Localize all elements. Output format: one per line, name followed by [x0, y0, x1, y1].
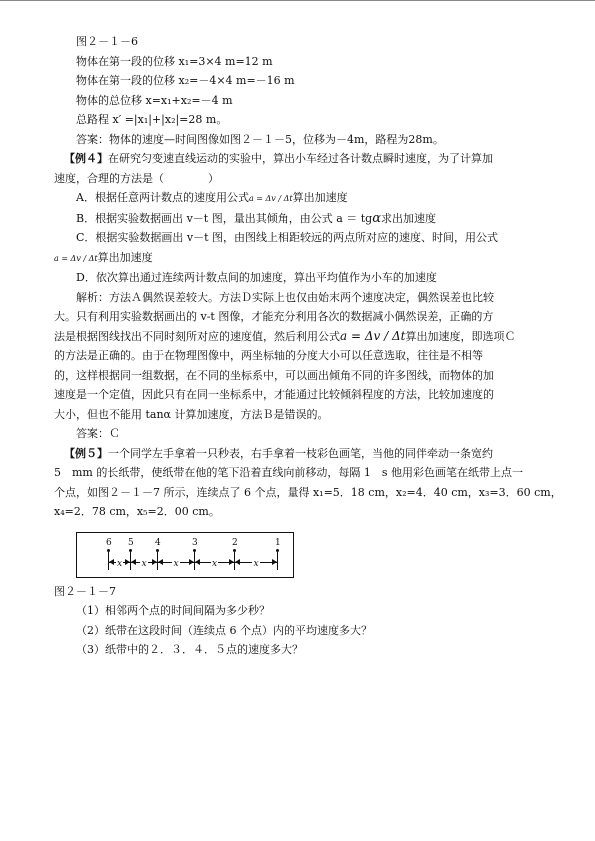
document-page [54, 32, 562, 660]
example-5-line-2: 5 mm 的长纸带，使纸带在他的笔下沿着直线向前移动，每隔 1 s 他用彩色画笔在纸带上点一 [54, 466, 523, 479]
example-5-line-3: 个点，如图２－１－7 所示，连续点了 6 个点，量得 x₁=5．18 cm，x₂=4．40 cm，x₃=3．60 cm， [54, 485, 562, 499]
example-4-tag: 【例４】 [64, 152, 108, 165]
question-1: （1）相邻两个点的时间间隔为多少秒？ [76, 604, 270, 617]
example-4-stem-line-2: 速度，合理的方法是（ ） [54, 171, 219, 185]
figure-caption-2-1-7: 图２－１－7 [54, 584, 116, 598]
alpha-symbol: α [372, 210, 382, 226]
point-label-3: 3 [192, 537, 198, 548]
point-label-6: 6 [106, 537, 112, 548]
point-label-4: 4 [155, 537, 161, 548]
point-label-2: 2 [232, 537, 238, 548]
option-c-line-2: a = Δv / Δt算出加速度 [54, 250, 153, 264]
segment-x4: x [131, 557, 157, 567]
calc-line-4: 总路程 x′ =|x₁|+|x₂|=28 m。 [76, 113, 228, 126]
analysis-line-5: 的，这样根据同一组数据，在不同的坐标系中，可以画出倾角不同的许多图线，而物体的加 [54, 368, 494, 382]
point-label-1: 1 [275, 537, 281, 548]
example-5-line-4: x₄=2．78 cm，x₅=2．00 cm。 [54, 505, 220, 518]
formula-acceleration: a = Δv / Δt [340, 328, 406, 343]
option-c-line-1: C．根据实验数据画出 v－t 图，由图线上相距较远的两点所对应的速度、时间，用公式 [76, 231, 499, 244]
analysis-line-6: 速度是一个定值，因此只有在同一坐标系中，才能通过比较倾斜程度的方法，比较加速度的 [54, 388, 494, 401]
question-2: （2）纸带在这段时间（连续点 6 个点）内的平均速度多大？ [76, 623, 372, 637]
analysis-line-1: 解析：方法Ａ偶然误差较大。方法Ｄ实际上也仅由始末两个速度决定，偶然误差也比较 [76, 290, 494, 304]
analysis-line-2: 大。只有利用实验数据画出的 v-t 图像，才能充分利用各次的数据减小偶然误差，正确的方 [54, 310, 494, 323]
segment-x1: x [235, 557, 277, 567]
example-4-stem-line-1: 【例４】在研究匀变速直线运动的实验中，算出小车经过各计数点瞬时速度，为了计算加 [64, 152, 493, 165]
segment-x2: x [195, 557, 234, 567]
calc-line-2: 物体在第一段的位移 x₂=－4×4 m=－16 m [76, 74, 295, 87]
calc-line-3: 物体的总位移 x=x₁+x₂=－4 m [76, 93, 233, 107]
analysis-line-3: 法是根据图线找出不同时刻所对应的速度值，然后利用公式a = Δv / Δt算出加速度，即选项Ｃ [54, 328, 516, 343]
tape-tick-1 [277, 552, 278, 570]
analysis-line-4: 的方法是正确的。由于在物理图像中，两坐标轴的分度大小可以任意选取，往往是不相等 [54, 349, 483, 362]
option-b: B．根据实验数据画出 v－t 图，量出其倾角，由公式 a ＝ tgα求出加速度 [76, 210, 437, 226]
example-5-tag: 【例５】 [64, 446, 108, 460]
paper-tape-figure [54, 522, 549, 582]
point-label-5: 5 [128, 537, 134, 548]
segment-x3: x [158, 557, 194, 567]
formula-acceleration: a = Δv / Δt [54, 253, 98, 263]
option-a: A．根据任意两计数点的速度用公式a = Δv / Δt算出加速度 [76, 191, 348, 204]
segment-x5: x [109, 557, 130, 567]
answer-example-3: 答案：物体的速度—时间图像如图２－１－5，位移为－4m，路程为28m。 [76, 132, 444, 146]
calc-line-1: 物体在第一段的位移 x₁=3×4 m=12 m [76, 54, 273, 68]
answer-example-4: 答案：Ｃ [76, 427, 120, 440]
formula-acceleration: a = Δv / Δt [248, 194, 293, 203]
analysis-line-7: 大小，但也不能用 tanα 计算加速度，方法Ｂ是错误的。 [54, 407, 329, 421]
paper-tape [76, 532, 294, 578]
example-5-line-1: 【例５】一个同学左手拿着一只秒表，右手拿着一枝彩色画笔，当他的同伴牵动一条宽约 [64, 446, 493, 460]
option-d: D．依次算出通过连续两计数点间的加速度，算出平均值作为小车的加速度 [76, 271, 437, 284]
figure-caption-2-1-6: 图２－１－6 [76, 35, 138, 48]
question-3: （3）纸带中的２．３．４．５点的速度多大？ [76, 643, 303, 656]
page-top-rule [0, 0, 595, 1]
